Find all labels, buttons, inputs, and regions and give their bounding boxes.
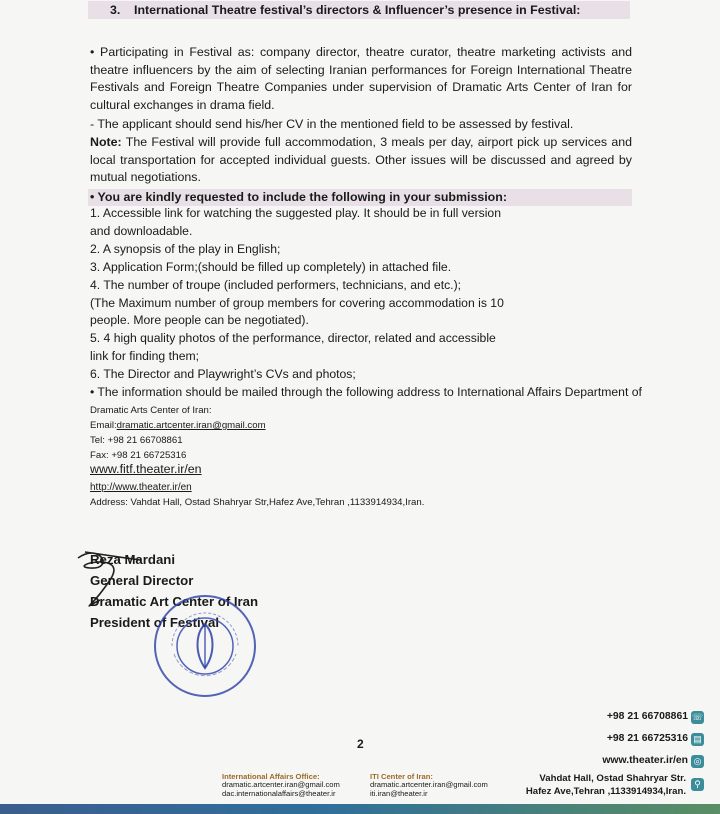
note-paragraph: [90, 134, 632, 187]
list-item: 5. 4 high quality photos of the performance, director, related and accessible: [90, 331, 496, 346]
list-item: (The Maximum number of group members for covering accommodation is 10: [90, 295, 504, 310]
email-link[interactable]: dramatic.artcenter.iran@gmail.com: [116, 420, 266, 431]
mail-instructions: • The information should be mailed through the following address to International Affairs Department of: [90, 385, 642, 399]
footer-address-line2: Hafez Ave,Tehran ,1133914934,Iran.: [525, 785, 686, 797]
participating-paragraph: • Participating in Festival as: company director, theatre curator, theatre marketing activists and theatre influencers by the aim of selecting Iranian performances for Foreign International Theatre Festivals and Foreign Theatre Companies under supervision of Dramatic Arts Center of Iran for cultural exchanges in drama field.: [90, 45, 632, 112]
contact-fax: Fax: +98 21 66725316: [90, 450, 187, 461]
footer-phone: +98 21 66708861: [606, 711, 688, 722]
contact-tel: Tel: +98 21 66708861: [90, 435, 183, 446]
phone-icon: ☏: [691, 712, 704, 722]
email-label: Email:: [90, 420, 117, 431]
signer-organization: Dramatic Art Center of Iran: [90, 594, 259, 609]
footer-intl-email2: dac.internationalaffairs@theater.ir: [222, 788, 336, 798]
contact-address: Address: Vahdat Hall, Ostad Shahryar Str,Hafez Ave,Tehran ,1133914934,Iran.: [90, 497, 425, 508]
section-3-heading: [88, 1, 630, 19]
signer-role: General Director: [90, 573, 194, 588]
footer-address-line1: Vahdat Hall, Ostad Shahryar Str.: [539, 773, 686, 784]
list-item: 6. The Director and Playwright’s CVs and photos;: [90, 367, 356, 382]
list-item: link for finding them;: [90, 349, 200, 364]
footer-iti-email2: iti.iran@theater.ir: [370, 788, 428, 798]
footer-iti-title: ITI Center of Iran:: [370, 772, 433, 781]
footer-address: [526, 773, 686, 798]
footer-color-bar: [0, 804, 720, 814]
section-number: 3.: [110, 3, 121, 17]
footer-intl-title: International Affairs Office:: [222, 772, 320, 781]
footer-fax: +98 21 66725316: [606, 733, 688, 744]
festival-website-link[interactable]: www.fitf.theater.ir/en: [90, 462, 202, 476]
list-item: 1. Accessible link for watching the suggested play. It should be in full version: [90, 206, 501, 220]
footer-iti-center: [370, 773, 488, 798]
contact-email: [90, 419, 266, 432]
cv-line: - The applicant should send his/her CV in the mentioned field to be assessed by festival.: [90, 117, 574, 131]
footer-web[interactable]: www.theater.ir/en: [602, 755, 688, 766]
note-label: Note:: [90, 135, 122, 149]
signer-name: Reza Mardani: [90, 552, 176, 567]
footer-intl-email1: dramatic.artcenter.iran@gmail.com: [222, 780, 340, 790]
list-item: and downloadable.: [90, 223, 193, 238]
official-seal-icon: [150, 592, 260, 700]
contact-dept: Dramatic Arts Center of Iran:: [90, 405, 212, 416]
requirements-list: [90, 205, 510, 384]
footer-intl-office: [222, 773, 340, 798]
list-item: 4. The number of troupe (included performers, technicians, and etc.);: [90, 277, 462, 292]
globe-icon: ◎: [691, 755, 704, 768]
section-title: International Theatre festival’s directors & Influencer’s presence in Festival:: [134, 3, 581, 17]
note-text: The Festival will provide full accommodation, 3 meals per day, airport pick up services and local transportation for accepted individual guests. Other issues will be discussed and agreed by mutual negotiations.: [90, 135, 632, 185]
list-item: people. More people can be negotiated).: [90, 313, 309, 328]
list-item: 3. Application Form;(should be filled up completely) in attached file.: [90, 259, 452, 274]
fax-icon: ▤: [691, 733, 704, 746]
footer-iti-email1: dramatic.artcenter.iran@gmail.com: [370, 780, 488, 790]
requirements-heading: • You are kindly requested to include the following in your submission:: [88, 189, 632, 206]
signer-festival-role: President of Festival: [90, 615, 219, 630]
page-number: 2: [357, 737, 364, 751]
list-item: 2. A synopsis of the play in English;: [90, 241, 281, 256]
location-icon: ⚲: [691, 778, 704, 791]
theater-website-link[interactable]: http://www.theater.ir/en: [90, 482, 192, 493]
